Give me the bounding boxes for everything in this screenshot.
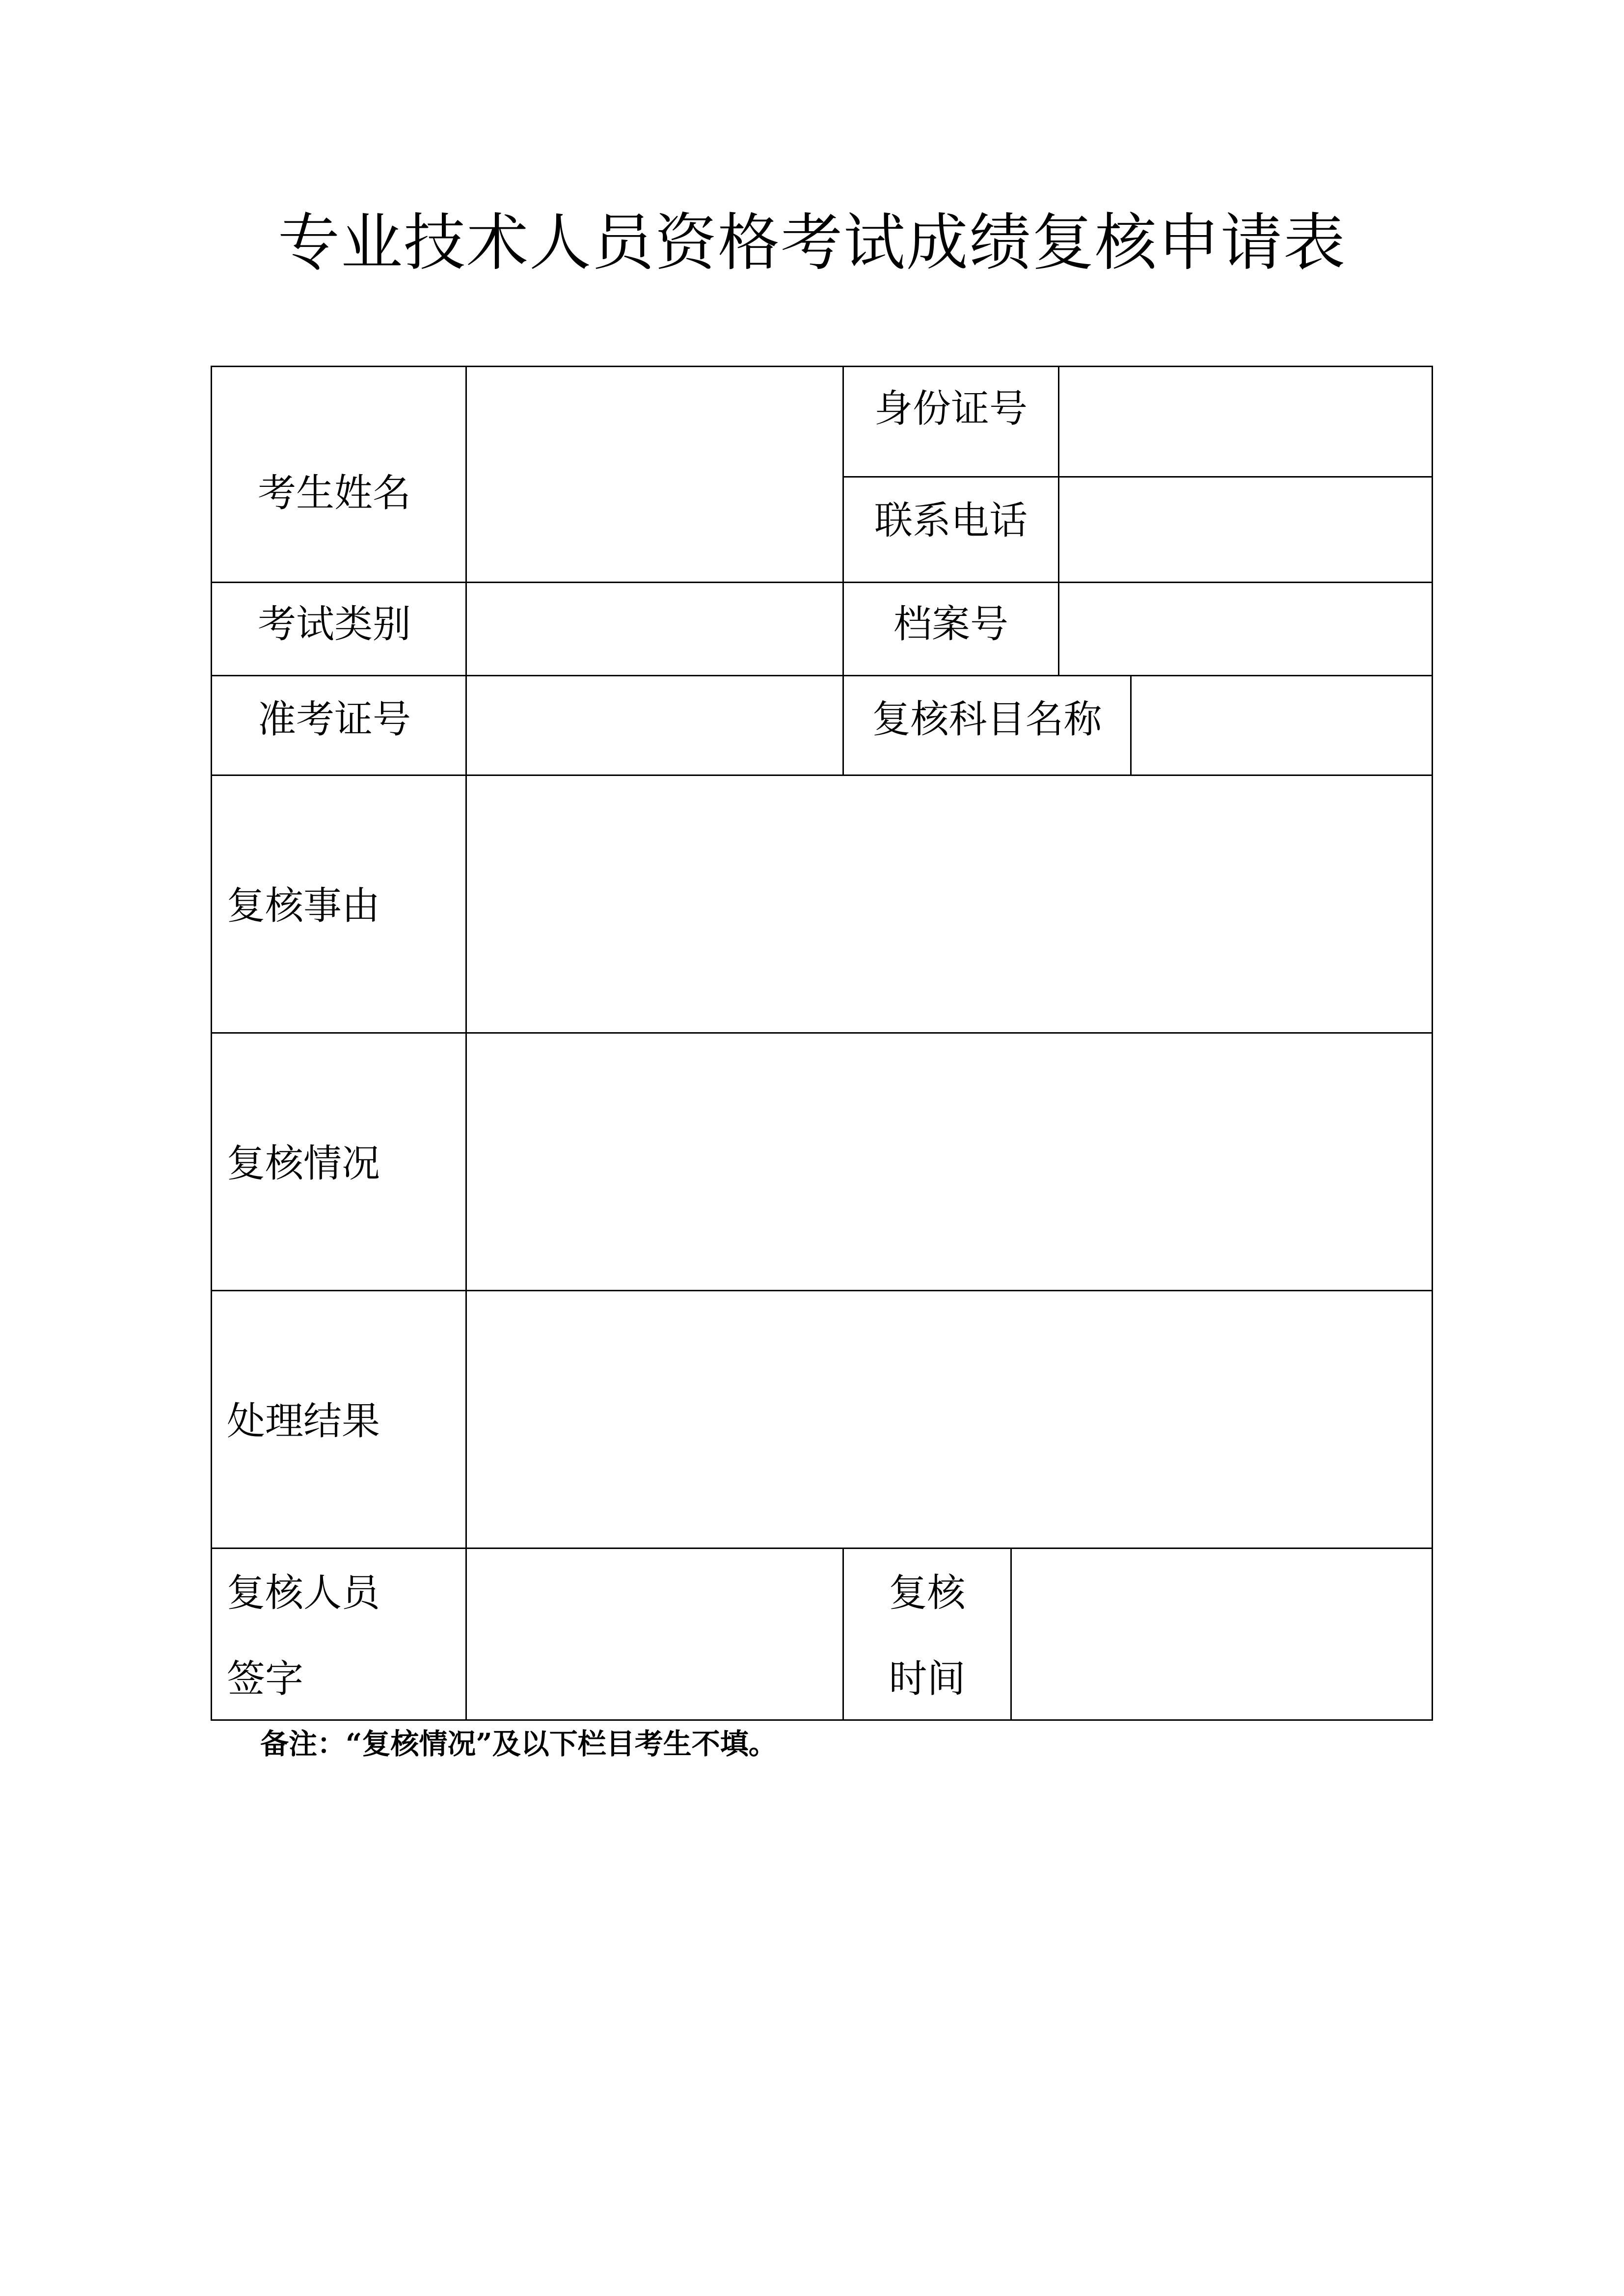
reviewer-signature-label-line-2: 签字	[227, 1657, 304, 1701]
candidate-name-label: 考生姓名	[258, 471, 411, 515]
reviewer-signature-field[interactable]	[467, 1549, 842, 1719]
review-time-label-line-1: 复核	[889, 1571, 966, 1615]
id-number-label: 身份证号	[874, 387, 1028, 431]
admission-number-field[interactable]	[467, 676, 842, 774]
subject-name-field[interactable]	[1132, 676, 1432, 774]
id-number-field[interactable]	[1059, 367, 1432, 476]
subject-name-label: 复核科目名称	[872, 697, 1102, 742]
exam-category-field[interactable]	[467, 583, 842, 675]
review-time-field[interactable]	[1012, 1549, 1432, 1719]
file-number-field[interactable]	[1059, 583, 1432, 675]
candidate-name-field[interactable]	[467, 367, 842, 582]
review-reason-field[interactable]	[467, 776, 1432, 1032]
review-reason-label: 复核事由	[227, 884, 380, 928]
result-label: 处理结果	[227, 1399, 380, 1443]
file-number-label: 档案号	[893, 602, 1008, 646]
table-border-right	[1432, 366, 1433, 1721]
review-time-label-line-2: 时间	[889, 1657, 966, 1701]
table-border-bottom	[211, 1719, 1433, 1721]
phone-field[interactable]	[1059, 478, 1432, 582]
table-border-left	[211, 366, 212, 1721]
review-status-label: 复核情况	[227, 1142, 380, 1186]
review-status-field[interactable]	[467, 1034, 1432, 1290]
form-note: 备注：“复核情况”及以下栏目考生不填。	[260, 1727, 777, 1761]
result-field[interactable]	[467, 1291, 1432, 1548]
admission-number-label: 准考证号	[258, 697, 411, 742]
form-title: 专业技术人员资格考试成绩复核申请表	[278, 207, 1346, 279]
reviewer-signature-label-line-1: 复核人员	[227, 1571, 380, 1615]
exam-category-label: 考试类别	[258, 602, 411, 646]
phone-label: 联系电话	[874, 499, 1028, 543]
